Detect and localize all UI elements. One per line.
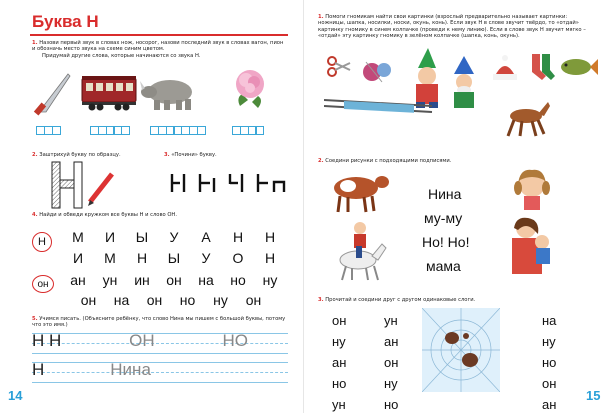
writing-line	[32, 382, 288, 383]
perch-picture[interactable]	[558, 54, 598, 80]
socks-picture[interactable]	[528, 52, 556, 82]
syllable[interactable]: ун	[384, 313, 398, 328]
rider-on-horse-picture	[330, 216, 390, 282]
task-4-instruction: 4. Найди и обведи кружком все буквы Н и слово ОН.	[32, 212, 177, 218]
peony-picture	[230, 66, 270, 112]
syllable[interactable]: ун	[332, 397, 346, 412]
syllable[interactable]: ну	[384, 376, 398, 391]
letter-n-shading[interactable]	[50, 160, 120, 210]
page-number-left: 14	[8, 388, 23, 403]
writing-sample: Нина	[110, 360, 151, 379]
broken-letters[interactable]	[168, 170, 288, 196]
page-title: Буква Н	[32, 12, 99, 31]
sound-scheme-peony[interactable]	[232, 126, 263, 135]
rhino-picture	[140, 70, 196, 112]
syllables-column-mid[interactable]	[384, 310, 398, 415]
syllable[interactable]: он	[542, 376, 557, 391]
syllable[interactable]: на	[542, 313, 557, 328]
yarn-picture[interactable]	[362, 58, 392, 84]
syllable[interactable]: ан	[542, 397, 557, 412]
caption-mu-mu[interactable]: му-му	[424, 210, 463, 226]
mother-child-picture	[500, 214, 562, 282]
syllable[interactable]: но	[332, 376, 347, 391]
gnome-green-picture	[444, 56, 486, 114]
cow-picture	[326, 164, 392, 214]
writing-line	[32, 353, 288, 354]
syllable[interactable]: но	[384, 397, 399, 412]
caption-no-no[interactable]: Но! Но!	[422, 234, 470, 250]
horse-picture[interactable]	[504, 98, 552, 138]
caption-nina[interactable]: Нина	[428, 186, 462, 202]
spider-web-picture	[422, 308, 500, 392]
writing-row-2[interactable]	[32, 360, 288, 380]
circle-example-on: он	[32, 275, 54, 293]
task-3-instruction: 3. «Почини» букву.	[164, 152, 217, 158]
right-page	[304, 0, 608, 413]
syllable-row-2[interactable]: он на он но ну он	[80, 292, 262, 308]
page-number-right: 15	[586, 388, 601, 403]
writing-sample: Н Н	[32, 331, 62, 350]
task-5-instruction: 5. Учимся писать. (Объясните ребёнку, что слово Нина мы пишем с большой буквы, потому что это имя.)	[32, 316, 286, 329]
knife-picture	[32, 68, 74, 116]
writing-sample: Н	[32, 360, 45, 379]
task-1-instruction: 1. Назови первый звук в словах нож, носорог, назови последний звук в словах вагон, пион и обозначь место звука на схеме синим цветом. Придумай другие слова, которые начинаются со звука Н.	[32, 40, 284, 59]
syllables-column-right[interactable]	[542, 310, 556, 415]
writing-sample: ОН	[129, 331, 155, 350]
hat-picture[interactable]	[490, 54, 520, 82]
task-2-instruction: 2. Заштрихуй букву по образцу.	[32, 152, 121, 158]
circle-example-n: Н	[32, 232, 52, 252]
task-2-instruction-right: 2. Соедини рисунки с подходящими подписями.	[318, 158, 452, 164]
syllable[interactable]: но	[542, 355, 557, 370]
task-1-instruction-right: 1. Помоги гномикам найти свои картинки (взрослый предварительно называет картинки: ножницы, шапка, носилки, носки, окунь, конь). Если звук Н в слове звучит твёрдо, то «отдай» картинку гномику в синем колпачке (проведи к нему линию). Если в слове звук Н звучит мягко – «отдай» эту картинку гномику в зелёном колпачке (шапка, конь, окунь).	[318, 14, 586, 39]
syllable[interactable]: ну	[542, 334, 556, 349]
caption-mama[interactable]: мама	[426, 258, 461, 274]
syllables-column-left[interactable]	[332, 310, 346, 415]
task-3-instruction-right: 3. Прочитай и соедини друг с другом одинаковые слоги.	[318, 297, 476, 303]
syllable[interactable]: он	[332, 313, 347, 328]
writing-sample: НО	[222, 331, 248, 350]
wagon-picture	[80, 74, 138, 112]
sound-scheme-knife[interactable]	[36, 126, 59, 135]
girl-picture	[510, 166, 554, 210]
syllable-row-1[interactable]: ан ун ин он на но ну	[70, 272, 278, 288]
scissors-picture[interactable]	[326, 56, 352, 78]
syllable[interactable]: ан	[384, 334, 399, 349]
syllable[interactable]: ну	[332, 334, 346, 349]
letter-row-1[interactable]: М И Ы У А Н Н	[72, 229, 276, 245]
left-page	[0, 0, 304, 413]
syllable[interactable]: ан	[332, 355, 347, 370]
letter-row-2[interactable]: И М Н Ы У О Н	[72, 250, 276, 266]
stretcher-picture[interactable]	[324, 92, 434, 114]
writing-row-1[interactable]	[32, 331, 288, 351]
syllable[interactable]: он	[384, 355, 399, 370]
sound-scheme-rhino[interactable]	[150, 126, 205, 135]
sound-scheme-wagon[interactable]	[90, 126, 129, 135]
